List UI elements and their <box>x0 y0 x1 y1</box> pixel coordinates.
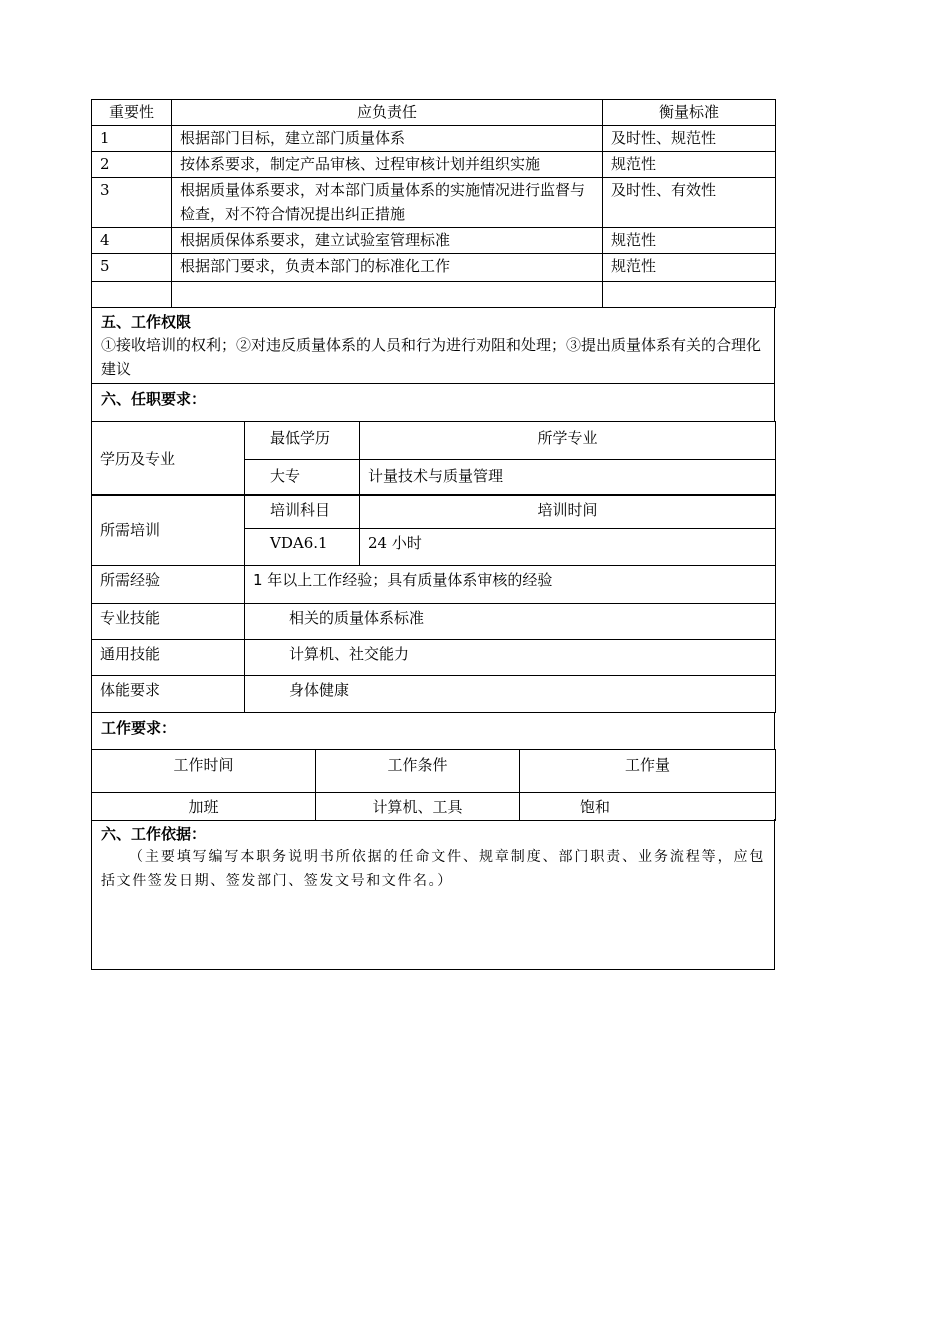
row-number: 5 <box>92 254 172 282</box>
training-label: 所需培训 <box>92 495 245 566</box>
physical-value: 身体健康 <box>245 676 776 713</box>
qualifications-title: 六、任职要求： <box>101 390 207 408</box>
row-number: 4 <box>92 228 172 254</box>
general-skill-label: 通用技能 <box>92 640 245 676</box>
row-duty: 根据质保体系要求，建立试验室管理标准 <box>172 228 603 254</box>
training-table <box>91 494 776 566</box>
skills-table <box>91 565 776 713</box>
work-time-value: 加班 <box>92 793 316 821</box>
row-duty: 根据质量体系要求，对本部门质量体系的实施情况进行监督与检查，对不符合情况提出纠正措施 <box>172 178 603 228</box>
header-standard: 衡量标准 <box>603 100 776 126</box>
table-row <box>92 228 776 254</box>
training-time-header: 培训时间 <box>360 495 776 529</box>
work-time-header: 工作时间 <box>92 750 316 793</box>
major-header: 所学专业 <box>360 422 776 460</box>
major-value: 计量技术与质量管理 <box>360 460 776 496</box>
row-number: 1 <box>92 126 172 152</box>
header-duty: 应负责任 <box>172 100 603 126</box>
training-subject-value: VDA6.1 <box>245 529 360 566</box>
row-standard: 规范性 <box>603 228 776 254</box>
work-requirements-title: 工作要求： <box>101 719 177 737</box>
table-row <box>92 178 776 228</box>
authority-title: 五、工作权限 <box>101 313 192 331</box>
table-header-row <box>92 100 776 126</box>
work-requirements-title-bar <box>91 712 775 750</box>
table-row-empty <box>92 282 776 308</box>
header-importance: 重要性 <box>92 100 172 126</box>
education-label: 学历及专业 <box>92 422 245 496</box>
experience-label: 所需经验 <box>92 566 245 604</box>
training-subject-header: 培训科目 <box>245 495 360 529</box>
professional-skill-label: 专业技能 <box>92 604 245 640</box>
row-duty: 根据部门目标，建立部门质量体系 <box>172 126 603 152</box>
responsibility-table <box>91 99 776 308</box>
row-standard: 及时性、有效性 <box>603 178 776 228</box>
work-conditions-value: 计算机、工具 <box>316 793 520 821</box>
work-requirements-table <box>91 749 776 821</box>
basis-section <box>91 819 775 970</box>
basis-title: 六、工作依据： <box>101 825 207 843</box>
min-education-header: 最低学历 <box>245 422 360 460</box>
experience-value: 1 年以上工作经验；具有质量体系审核的经验 <box>245 566 776 604</box>
physical-label: 体能要求 <box>92 676 245 713</box>
table-row <box>92 254 776 282</box>
basis-text: （主要填写编写本职务说明书所依据的任命文件、规章制度、部门职责、业务流程等，应包括文件签发日期、签发部门、签发文号和文件名。） <box>101 849 765 889</box>
table-row <box>92 126 776 152</box>
min-education-value: 大专 <box>245 460 360 496</box>
row-duty: 按体系要求，制定产品审核、过程审核计划并组织实施 <box>172 152 603 178</box>
row-standard: 规范性 <box>603 254 776 282</box>
authority-section <box>91 308 775 384</box>
training-time-value: 24 小时 <box>360 529 776 566</box>
table-row <box>92 152 776 178</box>
workload-value: 饱和 <box>520 793 776 821</box>
row-standard: 规范性 <box>603 152 776 178</box>
row-number: 2 <box>92 152 172 178</box>
qualifications-title-bar <box>91 383 775 422</box>
education-table <box>91 421 776 496</box>
row-duty: 根据部门要求，负责本部门的标准化工作 <box>172 254 603 282</box>
row-standard: 及时性、规范性 <box>603 126 776 152</box>
general-skill-value: 计算机、社交能力 <box>245 640 776 676</box>
row-number: 3 <box>92 178 172 228</box>
professional-skill-value: 相关的质量体系标准 <box>245 604 776 640</box>
authority-text: ①接收培训的权利；②对违反质量体系的人员和行为进行劝阻和处理；③提出质量体系有关的合理化建议 <box>101 336 762 378</box>
workload-header: 工作量 <box>520 750 776 793</box>
work-conditions-header: 工作条件 <box>316 750 520 793</box>
